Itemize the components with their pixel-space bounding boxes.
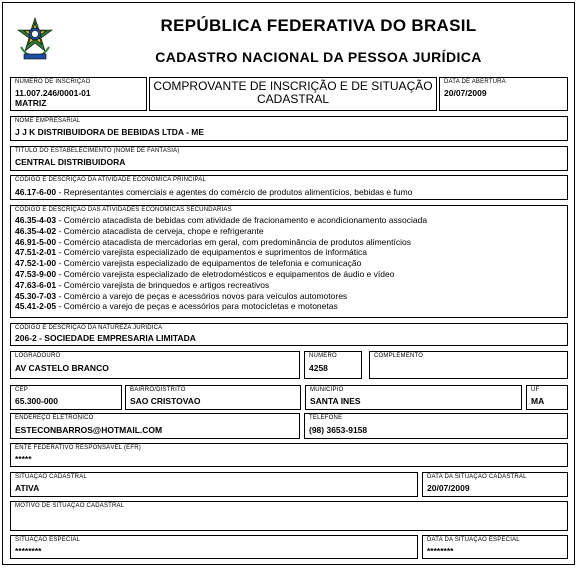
telefone-box xyxy=(304,413,568,439)
logradouro-label: LOGRADOURO xyxy=(15,353,61,359)
atividade-secundaria-code: 46.35-4-02 xyxy=(15,225,57,236)
inscricao-label: NÚMERO DE INSCRIÇÃO xyxy=(15,79,91,85)
atividade-secundaria-description: Comércio a varejo de peças e acessórios para motocicletas e motonetas xyxy=(63,301,338,312)
atividade-secundaria-item: 46.91-5-00 - Comércio atacadista de mercadorias em geral, com predominância de produtos alimentícios xyxy=(15,236,411,247)
efr-value: ***** xyxy=(15,454,32,464)
atividade-secundaria-description: Comércio varejista especializado de eletrodomésticos e equipamentos de áudio e vídeo xyxy=(63,269,395,279)
atividade-secundaria-description: Comércio a varejo de peças e acessórios novos para veículos automotores xyxy=(63,290,348,301)
inscricao-number: 11.007.246/0001-01 xyxy=(15,88,91,98)
municipio-box xyxy=(305,385,522,410)
municipio-value: SANTA INES xyxy=(310,396,361,406)
numero-value: 4258 xyxy=(309,363,328,373)
municipio-label: MUNICÍPIO xyxy=(310,387,344,393)
numero-label: NÚMERO xyxy=(309,353,337,359)
document-title xyxy=(150,80,436,106)
atividade-secundaria-code: 47.63-6-01 xyxy=(15,279,57,290)
document-title-line1: COMPROVANTE DE INSCRIÇÃO E DE SITUAÇÃO xyxy=(153,79,433,93)
atividade-secundaria-code: 46.35-4-03 xyxy=(15,215,57,225)
atividade-secundaria-item: 45.41-2-05 - Comércio a varejo de peças e acessórios para motocicletas e motonetas xyxy=(15,301,338,312)
brazil-coat-of-arms-icon xyxy=(15,17,55,61)
atividade-secundaria-code: 47.53-9-00 xyxy=(15,269,57,279)
data-situacao-especial-value: ******** xyxy=(427,546,454,556)
empresarial-label: NOME EMPRESARIAL xyxy=(15,118,81,124)
situacao-especial-label: SITUAÇÃO ESPECIAL xyxy=(15,537,81,543)
atividades-secundarias-box xyxy=(10,205,568,318)
fantasia-value: CENTRAL DISTRIBUIDORA xyxy=(15,157,126,167)
atividade-secundaria-code: 47.52-1-00 xyxy=(15,258,57,269)
document-title-box xyxy=(149,77,437,111)
atividade-secundaria-item: 46.35-4-02 - Comércio atacadista de cerveja, chope e refrigerante xyxy=(15,225,264,236)
bairro-value: SAO CRISTOVAO xyxy=(130,396,201,406)
cep-label: CEP xyxy=(15,387,28,393)
bairro-label: BAIRRO/DISTRITO xyxy=(130,387,186,393)
email-box xyxy=(10,413,300,439)
complemento-label: COMPLEMENTO xyxy=(374,353,424,359)
atividade-secundaria-description: Comércio varejista especializado de equipamentos de telefonia e comunicação xyxy=(63,258,362,269)
bairro-box xyxy=(125,385,301,410)
atividade-principal-code: 46.17-6-00 xyxy=(15,187,57,197)
empresarial-value: J J K DISTRIBUIDORA DE BEBIDAS LTDA - ME xyxy=(15,127,205,137)
fantasia-label: TÍTULO DO ESTABELECIMENTO (NOME DE FANTASIA) xyxy=(15,148,180,154)
email-value: ESTECONBARROS@HOTMAIL.COM xyxy=(15,425,163,435)
atividade-secundaria-code: 45.41-2-05 xyxy=(15,301,57,312)
complemento-box xyxy=(369,351,568,379)
fantasia-box xyxy=(10,146,568,171)
natureza-juridica-label: CÓDIGO E DESCRIÇÃO DA NATUREZA JURÍDICA xyxy=(15,325,163,331)
numero-box xyxy=(304,351,362,379)
atividade-secundaria-item: 47.51-2-01 - Comércio varejista especializado de equipamentos e suprimentos de informática xyxy=(15,247,368,258)
email-label: ENDEREÇO ELETRÔNICO xyxy=(15,415,94,421)
motivo-label: MOTIVO DE SITUAÇÃO CADASTRAL xyxy=(15,503,125,509)
atividade-principal-box xyxy=(10,175,568,200)
registry-heading: CADASTRO NACIONAL DA PESSOA JURÍDICA xyxy=(155,49,482,65)
atividade-secundaria-code: 45.30-7-03 xyxy=(15,290,57,301)
cep-box xyxy=(10,385,122,410)
abertura-box xyxy=(439,77,568,111)
uf-value: MA xyxy=(531,396,545,406)
telefone-value: (98) 3653-9158 xyxy=(309,425,368,435)
data-situacao-especial-box xyxy=(422,535,568,559)
data-situacao-especial-label: DATA DA SITUAÇÃO ESPECIAL xyxy=(427,537,520,543)
atividade-secundaria-item: 47.52-1-00 - Comércio varejista especializado de equipamentos de telefonia e comunicação xyxy=(15,258,362,269)
situacao-box xyxy=(10,472,418,497)
atividade-secundaria-description: Comércio atacadista de mercadorias em geral, com predominância de produtos alimentícios xyxy=(63,236,411,247)
document-frame xyxy=(2,2,575,565)
uf-label: UF xyxy=(531,387,540,393)
atividade-principal-value: 46.17-6-00 - Representantes comerciais e agentes do comércio de produtos alimentícios, bebidas e fumo xyxy=(15,187,413,197)
data-situacao-value: 20/07/2009 xyxy=(427,483,470,493)
atividade-principal-label: CÓDIGO E DESCRIÇÃO DA ATIVIDADE ECONÔMICA PRINCIPAL xyxy=(15,177,207,183)
atividade-secundaria-item: 45.30-7-03 - Comércio a varejo de peças e acessórios novos para veículos automotores xyxy=(15,290,348,301)
empresarial-box xyxy=(10,116,568,141)
atividade-secundaria-item: 46.35-4-03 - Comércio atacadista de bebidas com atividade de fracionamento e acondicionamento associada xyxy=(15,215,428,225)
natureza-juridica-value: 206-2 - SOCIEDADE EMPRESARIA LIMITADA xyxy=(15,333,196,343)
telefone-label: TELEFONE xyxy=(309,415,343,421)
atividade-secundaria-item: 47.63-6-01 - Comércio varejista de brinquedos e artigos recreativos xyxy=(15,279,270,290)
situacao-especial-box xyxy=(10,535,418,559)
document-title-line2: CADASTRAL xyxy=(256,92,330,106)
atividade-secundaria-description: Comércio varejista de brinquedos e artigos recreativos xyxy=(63,279,270,290)
natureza-juridica-box xyxy=(10,323,568,346)
motivo-box xyxy=(10,501,568,531)
atividade-secundaria-description: Comércio atacadista de cerveja, chope e refrigerante xyxy=(63,225,264,236)
atividade-secundaria-code: 47.51-2-01 xyxy=(15,247,57,258)
atividade-secundaria-description: Comércio atacadista de bebidas com atividade de fracionamento e acondicionamento associada xyxy=(63,215,428,225)
efr-label: ENTE FEDERATIVO RESPONSÁVEL (EFR) xyxy=(15,445,141,451)
data-situacao-box xyxy=(422,472,568,497)
inscricao-box xyxy=(10,77,147,111)
efr-box xyxy=(10,443,568,467)
atividade-principal-description: Representantes comerciais e agentes do comércio de produtos alimentícios, bebidas e fumo xyxy=(63,187,413,197)
abertura-label: DATA DE ABERTURA xyxy=(444,79,506,85)
logradouro-value: AV CASTELO BRANCO xyxy=(15,363,109,373)
situacao-label: SITUAÇÃO CADASTRAL xyxy=(15,474,87,480)
situacao-value: ATIVA xyxy=(15,483,40,493)
atividade-secundaria-description: Comércio varejista especializado de equipamentos e suprimentos de informática xyxy=(63,247,368,258)
atividades-secundarias-label: CÓDIGO E DESCRIÇÃO DAS ATIVIDADES ECONÔMICAS SECUNDÁRIAS xyxy=(15,207,232,213)
data-situacao-label: DATA DA SITUAÇÃO CADASTRAL xyxy=(427,474,527,480)
atividade-secundaria-item: 47.53-9-00 - Comércio varejista especializado de eletrodomésticos e equipamentos de áudio e vídeo xyxy=(15,269,395,279)
logradouro-box xyxy=(10,351,300,379)
cep-value: 65.300-000 xyxy=(15,396,59,406)
republic-heading: REPÚBLICA FEDERATIVA DO BRASIL xyxy=(160,16,477,35)
inscricao-type: MATRIZ xyxy=(15,98,47,108)
abertura-value: 20/07/2009 xyxy=(444,88,487,98)
situacao-especial-value: ******** xyxy=(15,546,42,556)
uf-box xyxy=(526,385,568,410)
atividade-secundaria-code: 46.91-5-00 xyxy=(15,236,57,247)
